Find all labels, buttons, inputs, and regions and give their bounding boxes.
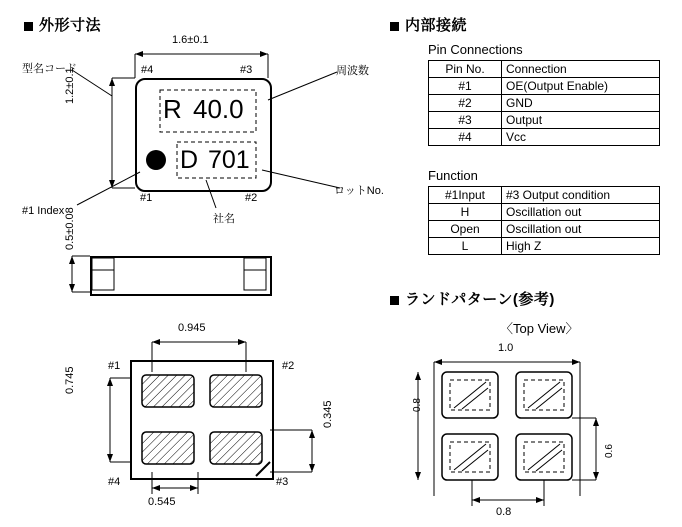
callout-pin1-index: #1 Index [22, 205, 65, 217]
cell-input: H [429, 204, 502, 221]
cell-input: L [429, 238, 502, 255]
dim-0545: 0.545 [148, 496, 176, 508]
pin-connections-title: Pin Connections [428, 42, 523, 57]
pin3-label-top: #3 [240, 64, 253, 76]
cell-connection: OE(Output Enable) [502, 78, 660, 95]
dim-0945: 0.945 [178, 322, 206, 334]
function-title: Function [428, 168, 478, 183]
section-header-land-pattern: ランドパターン(参考) [390, 288, 555, 309]
bottom-pin4-label: #4 [108, 476, 121, 488]
cell-output: Oscillation out [502, 221, 660, 238]
pin2-label-top: #2 [245, 192, 258, 204]
bottom-pin1-label: #1 [108, 360, 121, 372]
cell-connection: Output [502, 112, 660, 129]
marking-d: D [180, 146, 199, 174]
bottom-pin2-label: #2 [282, 360, 295, 372]
land-dim-1-0: 1.0 [498, 342, 514, 354]
callout-model-code: 型名コード [22, 63, 77, 75]
land-dim-0-6: 0.6 [604, 444, 615, 458]
cell-connection: Vcc [502, 129, 660, 146]
col-output-condition: #3 Output condition [502, 187, 660, 204]
dim-height-left: 1.2±0.1 [64, 67, 76, 104]
dim-0745: 0.745 [64, 366, 76, 394]
marking-frequency: 40.0 [193, 94, 244, 124]
cell-pin: #3 [429, 112, 502, 129]
cell-pin: #4 [429, 129, 502, 146]
marking-r: R [163, 94, 182, 124]
marking-lot: 701 [208, 146, 250, 174]
land-dim-0-8-bottom: 0.8 [496, 506, 512, 518]
col-connection: Connection [502, 61, 660, 78]
pin4-label-top: #4 [141, 64, 154, 76]
cell-pin: #2 [429, 95, 502, 112]
callout-frequency: 周波数 [336, 65, 369, 77]
land-pattern-view-label: 〈Top View〉 [500, 321, 579, 336]
pin1-label-top: #1 [140, 192, 153, 204]
section-header-internal-connections: 内部接続 [390, 14, 467, 35]
cell-output: Oscillation out [502, 204, 660, 221]
bottom-pin3-label: #3 [276, 476, 289, 488]
land-dim-0-8-left: 0.8 [412, 398, 423, 412]
dim-thickness: 0.5±0.08 [64, 207, 76, 250]
callout-lot-no: ロットNo. [334, 185, 384, 197]
cell-connection: GND [502, 95, 660, 112]
cell-input: Open [429, 221, 502, 238]
cell-output: High Z [502, 238, 660, 255]
section-header-dimensions: 外形寸法 [24, 14, 101, 35]
dim-width-top: 1.6±0.1 [172, 34, 209, 46]
col-pin-no: Pin No. [429, 61, 502, 78]
cell-pin: #1 [429, 78, 502, 95]
dim-0345: 0.345 [322, 400, 334, 428]
callout-company-name: 社名 [213, 213, 235, 225]
col-input: #1Input [429, 187, 502, 204]
